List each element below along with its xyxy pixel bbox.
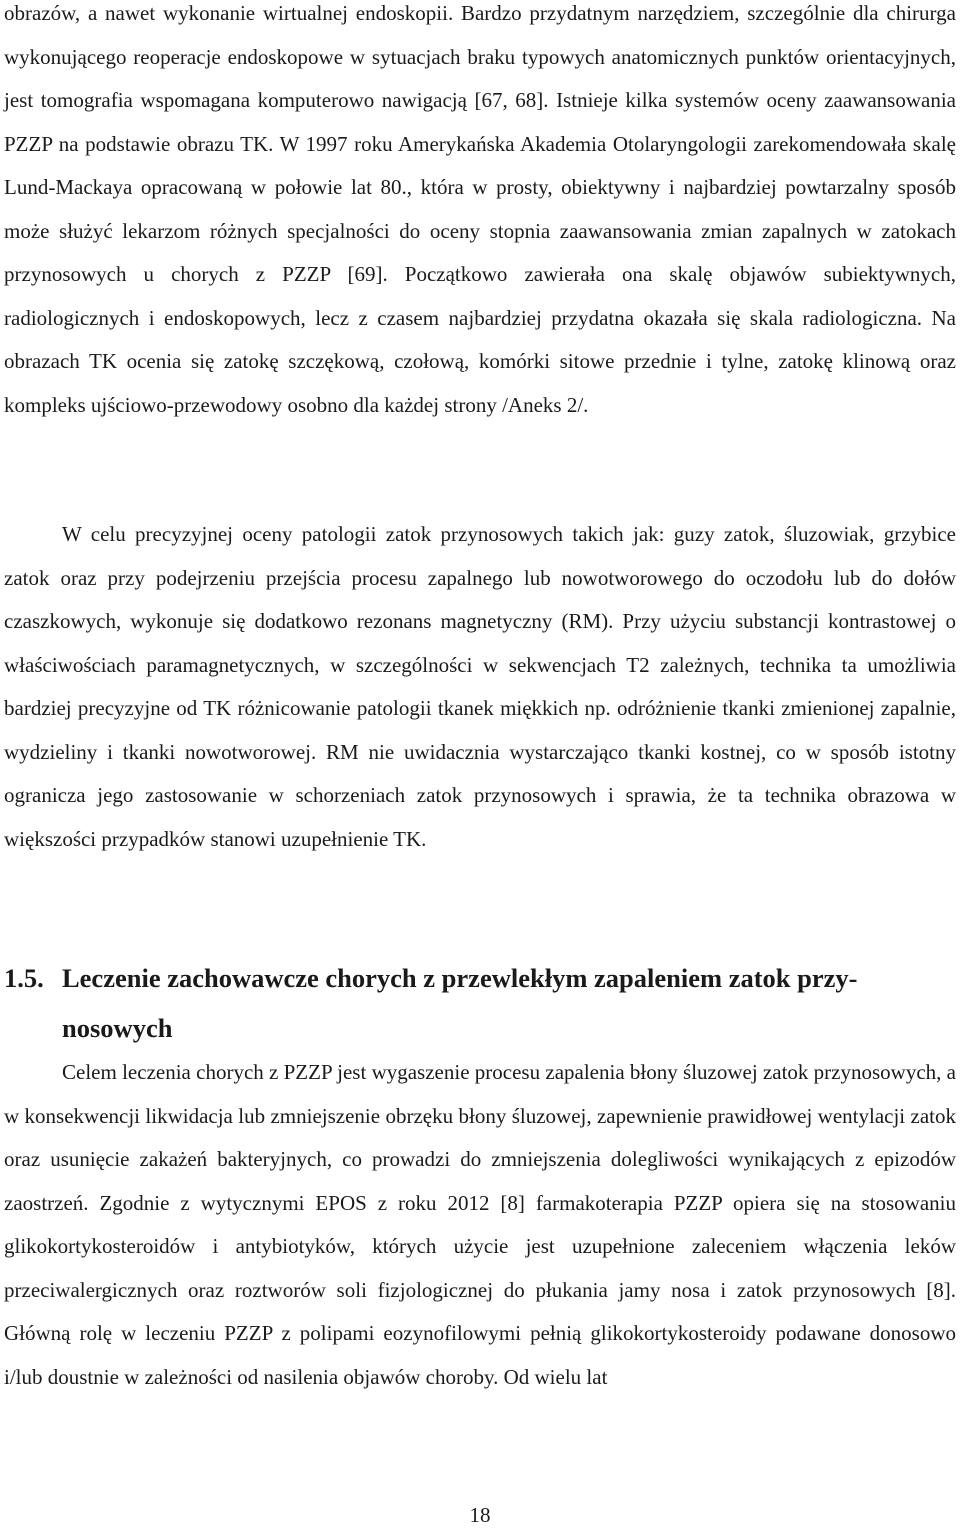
paragraph-imaging-methods: obrazów, a nawet wykonanie wirtualnej endoskopii. Bardzo przydatnym narzędziem, szczególnie dla chirurga wykonującego reoperacje endoskopowe w sytuacjach braku typowych anatomicznych punktów orientacyjnych, jest tomografia wspomagana komputerowo nawigacją [67, 68]. Istnieje kilka systemów oceny zaawansowania PZZP na podstawie obrazu TK. W 1997 roku Amerykańska Akademia Otolaryngologii zarekomendowała skalę Lund-Mackaya opracowaną w połowie lat 80., która w prosty, obiektywny i najbardziej powtarzalny sposób może służyć lekarzom różnych specjalności do oceny stopnia zaawansowania zmian zapalnych w zatokach przynosowych u chorych z PZZP [69]. Początkowo zawierała ona skalę objawów subiektywnych, radiologicznych i endoskopowych, lecz z czasem najbardziej przydatna okazała się skala radiologiczna. Na obrazach TK ocenia się zatokę szczękową, czołową, komórki sitowe przednie i tylne, zatokę klinową oraz kompleks ujściowo-przewodowy osobno dla każdej strony /Aneks 2/. — [4, 1, 956, 417]
section-title-line-1: Leczenie zachowawcze chorych z przewlekłym zapaleniem zatok przy- — [62, 963, 858, 993]
section-number: 1.5. — [4, 963, 44, 993]
page-number: 18 — [469, 1503, 491, 1527]
paragraph-magnetic-resonance: W celu precyzyjnej oceny patologii zatok przynosowych takich jak: guzy zatok, śluzowiak, grzybice zatok oraz przy podejrzeniu przejścia procesu zapalnego lub nowotworowego do oczodołu lub do dołów czaszkowych, wykonuje się dodatkowo rezonans magnetyczny (RM). Przy użyciu substancji kontrastowej o właściwościach paramagnetycznych, w szczególności w sekwencjach T2 zależnych, technika ta umożliwia bardziej precyzyjne od TK różnicowanie patologii tkanek miękkich np. odróżnienie tkanki zmienionej zapalnie, wydzieliny i tkanki nowotworowej. RM nie uwidacznia wystarczająco tkanki kostnej, co w sposób istotny ogranicza jego zastosowanie w schorzeniach zatok przynosowych i sprawia, że ta technika obrazowa w większości przypadków stanowi uzupełnienie TK. — [4, 522, 956, 851]
section-heading — [4, 953, 956, 1053]
paragraph-conservative-treatment: Celem leczenia chorych z PZZP jest wygaszenie procesu zapalenia błony śluzowej zatok przynosowych, a w konsekwencji likwidacja lub zmniejszenie obrzęku błony śluzowej, zapewnienie prawidłowej wentylacji zatok oraz usunięcie zakażeń bakteryjnych, co prowadzi do zmniejszenia dolegliwości wynikających z epizodów zaostrzeń. Zgodnie z wytycznymi EPOS z roku 2012 [8] farmakoterapia PZZP opiera się na stosowaniu glikokortykosteroidów i antybiotyków, których użycie jest uzupełnione zaleceniem włączenia leków przeciwalergicznych oraz roztworów soli fizjologicznej do płukania jamy nosa i zatok przynosowych [8]. Główną rolę w leczeniu PZZP z polipami eozynofilowymi pełnią glikokortykosteroidy podawane donosowo i/lub doustnie w zależności od nasilenia objawów choroby. Od wielu lat — [4, 1060, 956, 1389]
section-title-line-2: nosowych — [62, 1013, 173, 1043]
